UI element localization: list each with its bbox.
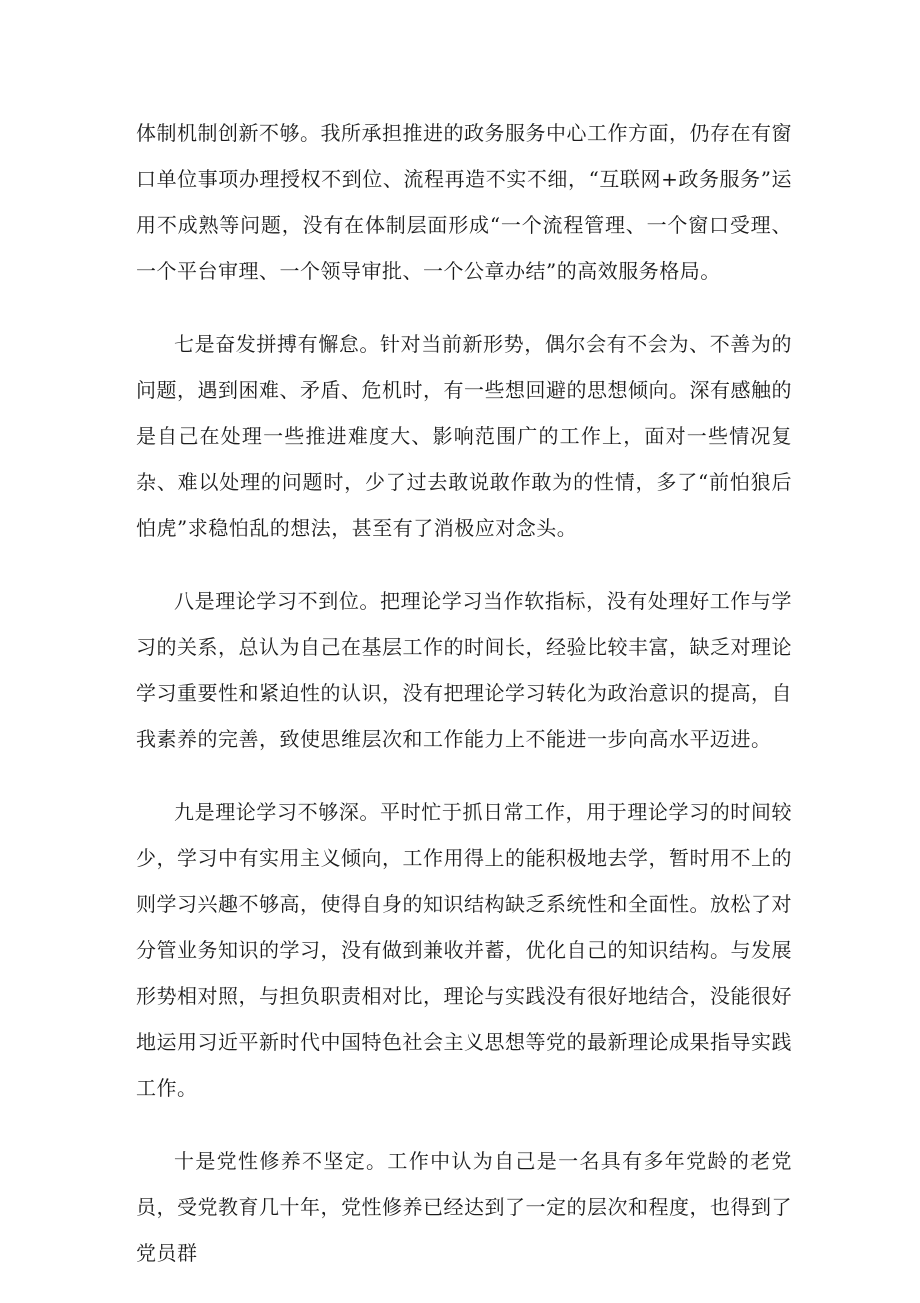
paragraph-item-7: 七是奋发拼搏有懈怠。针对当前新形势，偶尔会有不会为、不善为的问题，遇到困难、矛盾、危机时，有一些想回避的思想倾向。深有感触的是自己在处理一些推进难度大、影响范围广的工作上，面对一些情况复杂、难以处理的问题时，少了过去敢说敢作敢为的性情，多了“前怕狼后怕虎”求稳怕乱的想法，甚至有了消极应对念头。	[136, 332, 792, 540]
paragraph-item-8: 八是理论学习不到位。把理论学习当作软指标，没有处理好工作与学习的关系，总认为自己在基层工作的时间长，经验比较丰富，缺乏对理论学习重要性和紧迫性的认识，没有把理论学习转化为政治意识的提高，自我素养的完善，致使思维层次和工作能力上不能进一步向高水平迈进。	[136, 589, 792, 751]
paragraph-item-9: 九是理论学习不够深。平时忙于抓日常工作，用于理论学习的时间较少，学习中有实用主义倾向，工作用得上的能积极地去学，暂时用不上的则学习兴趣不够高，使得自身的知识结构缺乏系统性和全面性。放松了对分管业务知识的学习，没有做到兼收并蓄，优化自己的知识结构。与发展形势相对照，与担负职责相对比，理论与实践没有很好地结合，没能很好地运用习近平新时代中国特色社会主义思想等党的最新理论成果指导实践工作。	[136, 800, 792, 1100]
document-body	[136, 110, 792, 1303]
paragraph-item-10: 十是党性修养不坚定。工作中认为自己是一名具有多年党龄的老党员，受党教育几十年，党性修养已经达到了一定的层次和程度，也得到了党员群	[136, 1149, 792, 1265]
paragraph-continuation: 体制机制创新不够。我所承担推进的政务服务中心工作方面，仍存在有窗口单位事项办理授权不到位、流程再造不实不细，“互联网+政务服务”运用不成熟等问题，没有在体制层面形成“一个流程管理、一个窗口受理、一个平台审理、一个领导审批、一个公章办结”的高效服务格局。	[136, 121, 792, 283]
